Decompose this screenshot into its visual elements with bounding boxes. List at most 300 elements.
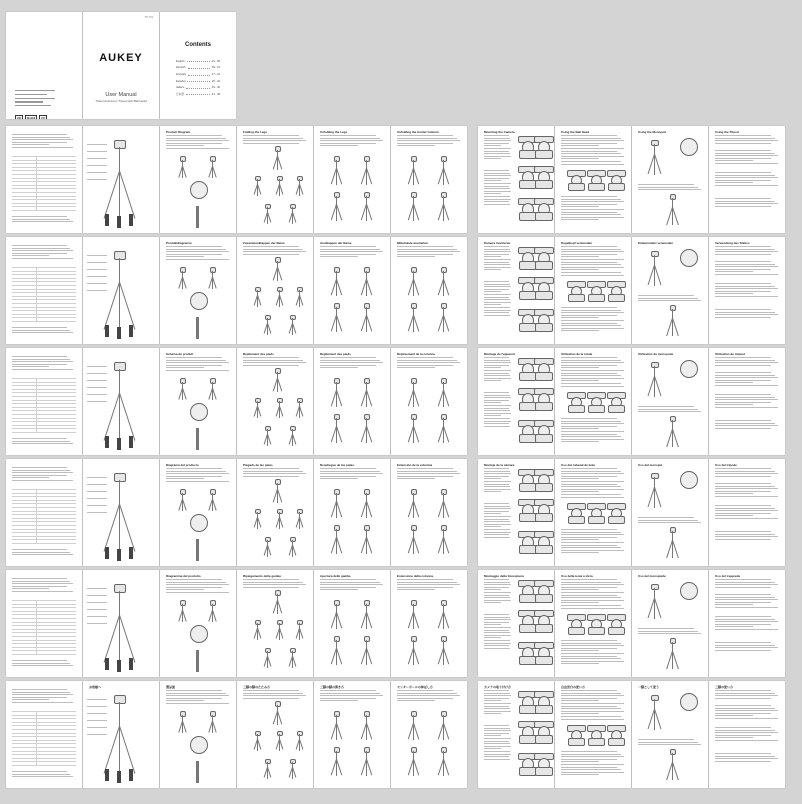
- text-line: [484, 410, 510, 411]
- tripod-leg: [672, 539, 679, 557]
- text-line: [638, 409, 698, 410]
- head-base: [519, 150, 537, 159]
- leg-grip: [105, 547, 109, 559]
- text-line: [484, 186, 509, 187]
- text-line: [484, 249, 510, 250]
- text-line: [397, 143, 453, 144]
- text-line: [320, 360, 380, 361]
- spec-row: [12, 317, 76, 318]
- text-line: [12, 477, 49, 478]
- text-line: [484, 728, 510, 729]
- spec-row: [12, 210, 76, 211]
- manual-page: [555, 348, 631, 455]
- text-line: [715, 629, 778, 630]
- page-title: Ausklappen der Beine: [320, 241, 352, 245]
- text-line: [561, 643, 621, 644]
- text-line: [12, 356, 67, 357]
- head-base: [588, 738, 604, 746]
- manual-page: [391, 126, 467, 233]
- spec-row: [12, 543, 76, 544]
- text-line: [166, 582, 226, 583]
- leg-grip: [117, 549, 121, 561]
- head-base: [608, 516, 624, 524]
- spec-row: [12, 274, 76, 275]
- page-title: Utilisation du monopode: [638, 352, 674, 356]
- text-line: [638, 187, 698, 188]
- text-line: [484, 484, 509, 485]
- leg-grip: [129, 436, 133, 448]
- folded-tripod: [196, 761, 199, 783]
- text-line: [715, 579, 771, 580]
- page-title: Estensione della colonna: [397, 574, 434, 578]
- toc-item[interactable]: [176, 78, 220, 85]
- text-line: [561, 370, 624, 371]
- spec-row: [12, 203, 76, 204]
- text-line: [561, 698, 617, 699]
- text-line: [715, 607, 778, 608]
- spec-row: [12, 389, 76, 390]
- spec-row: [12, 310, 76, 311]
- text-line: [397, 138, 457, 139]
- text-line: [561, 645, 624, 646]
- text-line: [715, 198, 771, 199]
- detail-circle: [680, 471, 698, 489]
- text-line: [715, 476, 771, 477]
- text-line: [561, 386, 624, 387]
- text-line: [12, 443, 73, 444]
- text-line: [484, 592, 511, 593]
- text-line: [561, 153, 621, 154]
- text-line: [715, 695, 778, 696]
- text-line: [561, 201, 624, 202]
- text-line: [715, 365, 771, 366]
- leg-grip: [117, 660, 121, 672]
- manual-page: [237, 459, 313, 566]
- text-line: [715, 286, 775, 287]
- leg-grip: [117, 216, 121, 228]
- manual-page: [709, 681, 785, 788]
- text-line: [12, 581, 70, 582]
- page-title: Diagramma del prodotto: [166, 574, 201, 578]
- text-line: [715, 584, 778, 585]
- toc-leader: [186, 86, 210, 88]
- toc-item[interactable]: [176, 65, 220, 72]
- text-line: [243, 582, 303, 583]
- text-line: [484, 489, 511, 490]
- manual-page: [237, 570, 313, 677]
- tripod-leg: [654, 154, 655, 175]
- page-title: Schéma du produit: [166, 352, 194, 356]
- manual-page: [6, 126, 82, 233]
- manual-page: [555, 126, 631, 233]
- leg-grip: [117, 438, 121, 450]
- page-title: Uso del monopiede: [638, 574, 666, 578]
- manual-page: [391, 570, 467, 677]
- toc-item[interactable]: [176, 84, 220, 91]
- text-line: [715, 505, 771, 506]
- toc-label: Español: [176, 79, 186, 83]
- toc-item[interactable]: [176, 58, 220, 65]
- text-line: [484, 262, 509, 263]
- text-line: [397, 256, 435, 257]
- text-line: [561, 426, 617, 427]
- page-title: Verwendung des Stativs: [715, 241, 750, 245]
- spec-row: [12, 500, 76, 501]
- toc-leader: [186, 93, 210, 95]
- text-line: [715, 698, 771, 699]
- toc-item[interactable]: [176, 91, 220, 98]
- spec-row: [12, 385, 76, 386]
- text-line: [484, 193, 501, 194]
- spec-row: [12, 418, 76, 419]
- text-line: [715, 293, 753, 294]
- leg-grip: [129, 325, 133, 337]
- text-line: [715, 314, 778, 315]
- text-line: [715, 647, 778, 648]
- tripod-leg: [654, 376, 661, 396]
- page-title: Diagrama del producto: [166, 463, 199, 467]
- manual-page: [83, 348, 159, 455]
- text-line: [166, 690, 222, 691]
- text-line: [484, 738, 511, 739]
- page-title: Uso del trípode: [715, 463, 737, 467]
- toc-label: Deutsch: [176, 66, 186, 70]
- text-line: [12, 366, 49, 367]
- head-base: [608, 183, 624, 191]
- text-line: [561, 264, 621, 265]
- text-line: [243, 251, 306, 252]
- text-line: [12, 361, 73, 362]
- text-line: [484, 519, 509, 520]
- tripod-leg: [654, 265, 655, 286]
- spec-row: [12, 736, 76, 737]
- text-line: [561, 754, 621, 755]
- head-base: [568, 405, 584, 413]
- text-line: [561, 256, 599, 257]
- head-base: [519, 402, 537, 411]
- text-line: [320, 690, 376, 691]
- text-line: [484, 587, 509, 588]
- tripod-leg: [672, 206, 679, 224]
- text-line: [715, 616, 771, 617]
- text-line: [12, 578, 67, 579]
- text-line: [638, 631, 698, 632]
- text-line: [715, 582, 775, 583]
- fc-mark: FC: [41, 116, 46, 119]
- text-line: [484, 706, 509, 707]
- text-line: [715, 385, 778, 386]
- text-line: [12, 660, 67, 661]
- manual-page: [160, 459, 236, 566]
- page-title: Uso del cabezal de bola: [561, 463, 595, 467]
- text-line: [715, 172, 771, 173]
- spec-row: [12, 539, 76, 540]
- page-title: Dépliement des pieds: [320, 352, 351, 356]
- head-base: [535, 150, 553, 159]
- text-line: [561, 206, 599, 207]
- text-line: [320, 246, 376, 247]
- text-line: [715, 375, 775, 376]
- text-line: [484, 643, 511, 644]
- head-base: [519, 545, 537, 554]
- text-line: [397, 135, 453, 136]
- text-line: [561, 312, 624, 313]
- head-base: [519, 483, 537, 492]
- manual-page: [478, 681, 554, 788]
- head-base: [535, 545, 553, 554]
- text-line: [12, 330, 70, 331]
- spec-row: [12, 421, 76, 422]
- text-line: [397, 254, 453, 255]
- text-line: [715, 423, 775, 424]
- page-title: Kugelkopf verwenden: [561, 241, 593, 245]
- head-base: [519, 323, 537, 332]
- spec-row: [12, 414, 76, 415]
- callout-line: [87, 366, 107, 367]
- text-line: [166, 703, 229, 704]
- text-line: [715, 508, 775, 509]
- text-line: [715, 362, 778, 363]
- callout-line: [87, 290, 107, 291]
- text-line: [561, 539, 599, 540]
- text-line: [484, 478, 501, 479]
- text-line: [561, 550, 624, 551]
- spec-row: [12, 167, 76, 168]
- manual-page: [6, 459, 82, 566]
- page-title: Apertura delle gambe: [320, 574, 351, 578]
- page-title: Extensión de la columna: [397, 463, 433, 467]
- manual-page: [391, 459, 467, 566]
- spec-row: [12, 647, 76, 648]
- spec-row: [12, 604, 76, 605]
- page-title: Using the Ball Head: [561, 130, 590, 134]
- text-line: [397, 690, 453, 691]
- text-line: [638, 633, 701, 634]
- spec-row: [12, 206, 76, 207]
- text-line: [166, 370, 229, 371]
- text-line: [12, 771, 67, 772]
- manual-page: [237, 237, 313, 344]
- text-line: [320, 362, 383, 363]
- callout-line: [87, 713, 107, 714]
- detail-circle: [680, 582, 698, 600]
- head-base: [588, 405, 604, 413]
- text-line: [484, 700, 501, 701]
- text-line: [320, 254, 376, 255]
- text-line: [484, 421, 511, 422]
- text-line: [561, 140, 624, 141]
- head-base: [519, 594, 537, 603]
- text-line: [166, 143, 222, 144]
- text-line: [561, 431, 624, 432]
- text-line: [715, 317, 771, 318]
- text-line: [715, 155, 778, 156]
- text-line: [715, 428, 771, 429]
- text-line: [715, 135, 771, 136]
- toc-pages: 25 - 32: [211, 79, 220, 83]
- text-line: [561, 310, 621, 311]
- text-line: [166, 473, 229, 474]
- spec-row: [12, 196, 76, 197]
- text-line: [561, 219, 599, 220]
- spec-row: [12, 299, 76, 300]
- spec-row: [12, 296, 76, 297]
- detail-circle: [190, 625, 208, 643]
- manual-page: [478, 126, 554, 233]
- text-line: [561, 658, 621, 659]
- page-title: Despliegue de las patas: [320, 463, 355, 467]
- text-line: [484, 415, 501, 416]
- text-line: [166, 135, 222, 136]
- text-line: [561, 204, 617, 205]
- spec-row: [12, 614, 76, 615]
- ball-head: [114, 251, 126, 260]
- text-line: [561, 653, 624, 654]
- head-base: [519, 735, 537, 744]
- text-line: [166, 476, 222, 477]
- text-line: [12, 702, 73, 703]
- text-line: [397, 365, 453, 366]
- text-line: [561, 769, 621, 770]
- text-line: [561, 690, 617, 691]
- tripod-leg: [672, 761, 679, 779]
- folded-tripod: [196, 206, 199, 228]
- tripod-leg: [654, 154, 661, 174]
- text-line: [166, 256, 204, 257]
- manual-page: [555, 237, 631, 344]
- text-line: [484, 201, 509, 202]
- text-line: [397, 579, 453, 580]
- spec-row: [12, 428, 76, 429]
- spec-row: [12, 496, 76, 497]
- text-line: [561, 254, 617, 255]
- text-line: [561, 582, 621, 583]
- text-line: [484, 402, 501, 403]
- head-base: [588, 183, 604, 191]
- spec-row: [12, 654, 76, 655]
- text-line: [561, 713, 599, 714]
- text-line: [715, 650, 771, 651]
- text-line: [484, 148, 511, 149]
- manual-page: [391, 681, 467, 788]
- text-line: [561, 441, 599, 442]
- text-line: [484, 532, 511, 533]
- text-line: [484, 281, 509, 282]
- head-base: [535, 291, 553, 300]
- text-line: [715, 624, 771, 625]
- callout-line: [87, 401, 107, 402]
- manual-page: [632, 681, 708, 788]
- folded-tripod: [196, 539, 199, 561]
- text-line: [484, 579, 509, 580]
- text-line: [12, 142, 67, 143]
- manual-page: [709, 348, 785, 455]
- spec-row: [12, 758, 76, 759]
- spec-row: [12, 765, 76, 766]
- text-line: [715, 271, 753, 272]
- spec-row: [12, 400, 76, 401]
- head-base: [535, 372, 553, 381]
- text-line: [484, 367, 501, 368]
- text-line: [12, 359, 70, 360]
- head-base: [608, 738, 624, 746]
- text-line: [484, 158, 501, 159]
- text-line: [12, 441, 70, 442]
- text-line: [484, 297, 509, 298]
- spec-row: [12, 650, 76, 651]
- toc-item[interactable]: [176, 71, 220, 78]
- text-line: [484, 312, 509, 313]
- manual-page: [709, 237, 785, 344]
- page-title: 製品図: [166, 685, 176, 689]
- leg-grip: [129, 547, 133, 559]
- manual-page: [237, 348, 313, 455]
- text-line: [561, 486, 621, 487]
- spec-row: [12, 192, 76, 193]
- spec-row: [12, 754, 76, 755]
- head-base: [535, 402, 553, 411]
- spec-row: [12, 629, 76, 630]
- spec-row: [12, 307, 76, 308]
- text-line: [715, 468, 771, 469]
- tripod-leg: [654, 376, 655, 397]
- text-line: [638, 295, 694, 296]
- head-base: [535, 323, 553, 332]
- text-line: [561, 708, 621, 709]
- text-line: [561, 772, 624, 773]
- head-base: [535, 767, 553, 776]
- callout-line: [87, 727, 107, 728]
- text-line: [484, 534, 509, 535]
- spec-row: [12, 600, 76, 601]
- text-line: [561, 156, 624, 157]
- text-line: [715, 513, 771, 514]
- spec-row: [12, 729, 76, 730]
- text-line: [715, 203, 778, 204]
- text-line: [484, 299, 510, 300]
- text-line: [12, 697, 67, 698]
- text-line: [484, 597, 510, 598]
- text-line: [397, 582, 457, 583]
- text-line: [638, 300, 701, 301]
- text-line: [561, 262, 617, 263]
- spec-row: [12, 378, 76, 379]
- text-line: [484, 627, 511, 628]
- head-base: [535, 513, 553, 522]
- text-line: [561, 320, 624, 321]
- text-line: [715, 536, 778, 537]
- callout-line: [87, 706, 107, 707]
- text-line: [484, 529, 510, 530]
- text-line: [638, 739, 694, 740]
- leg-grip: [105, 769, 109, 781]
- page-title: Unfolding the Legs: [320, 130, 348, 134]
- head-base: [535, 261, 553, 270]
- text-line: [715, 705, 771, 706]
- text-line: [484, 751, 510, 752]
- text-line: [397, 246, 453, 247]
- manual-page: [6, 570, 82, 677]
- spec-divider: [36, 378, 37, 432]
- spec-row: [12, 718, 76, 719]
- spec-row: [12, 622, 76, 623]
- text-line: [715, 153, 775, 154]
- text-line: [397, 357, 453, 358]
- tripod-leg: [672, 317, 679, 335]
- text-line: [715, 425, 778, 426]
- text-line: [320, 357, 376, 358]
- text-line: [561, 489, 624, 490]
